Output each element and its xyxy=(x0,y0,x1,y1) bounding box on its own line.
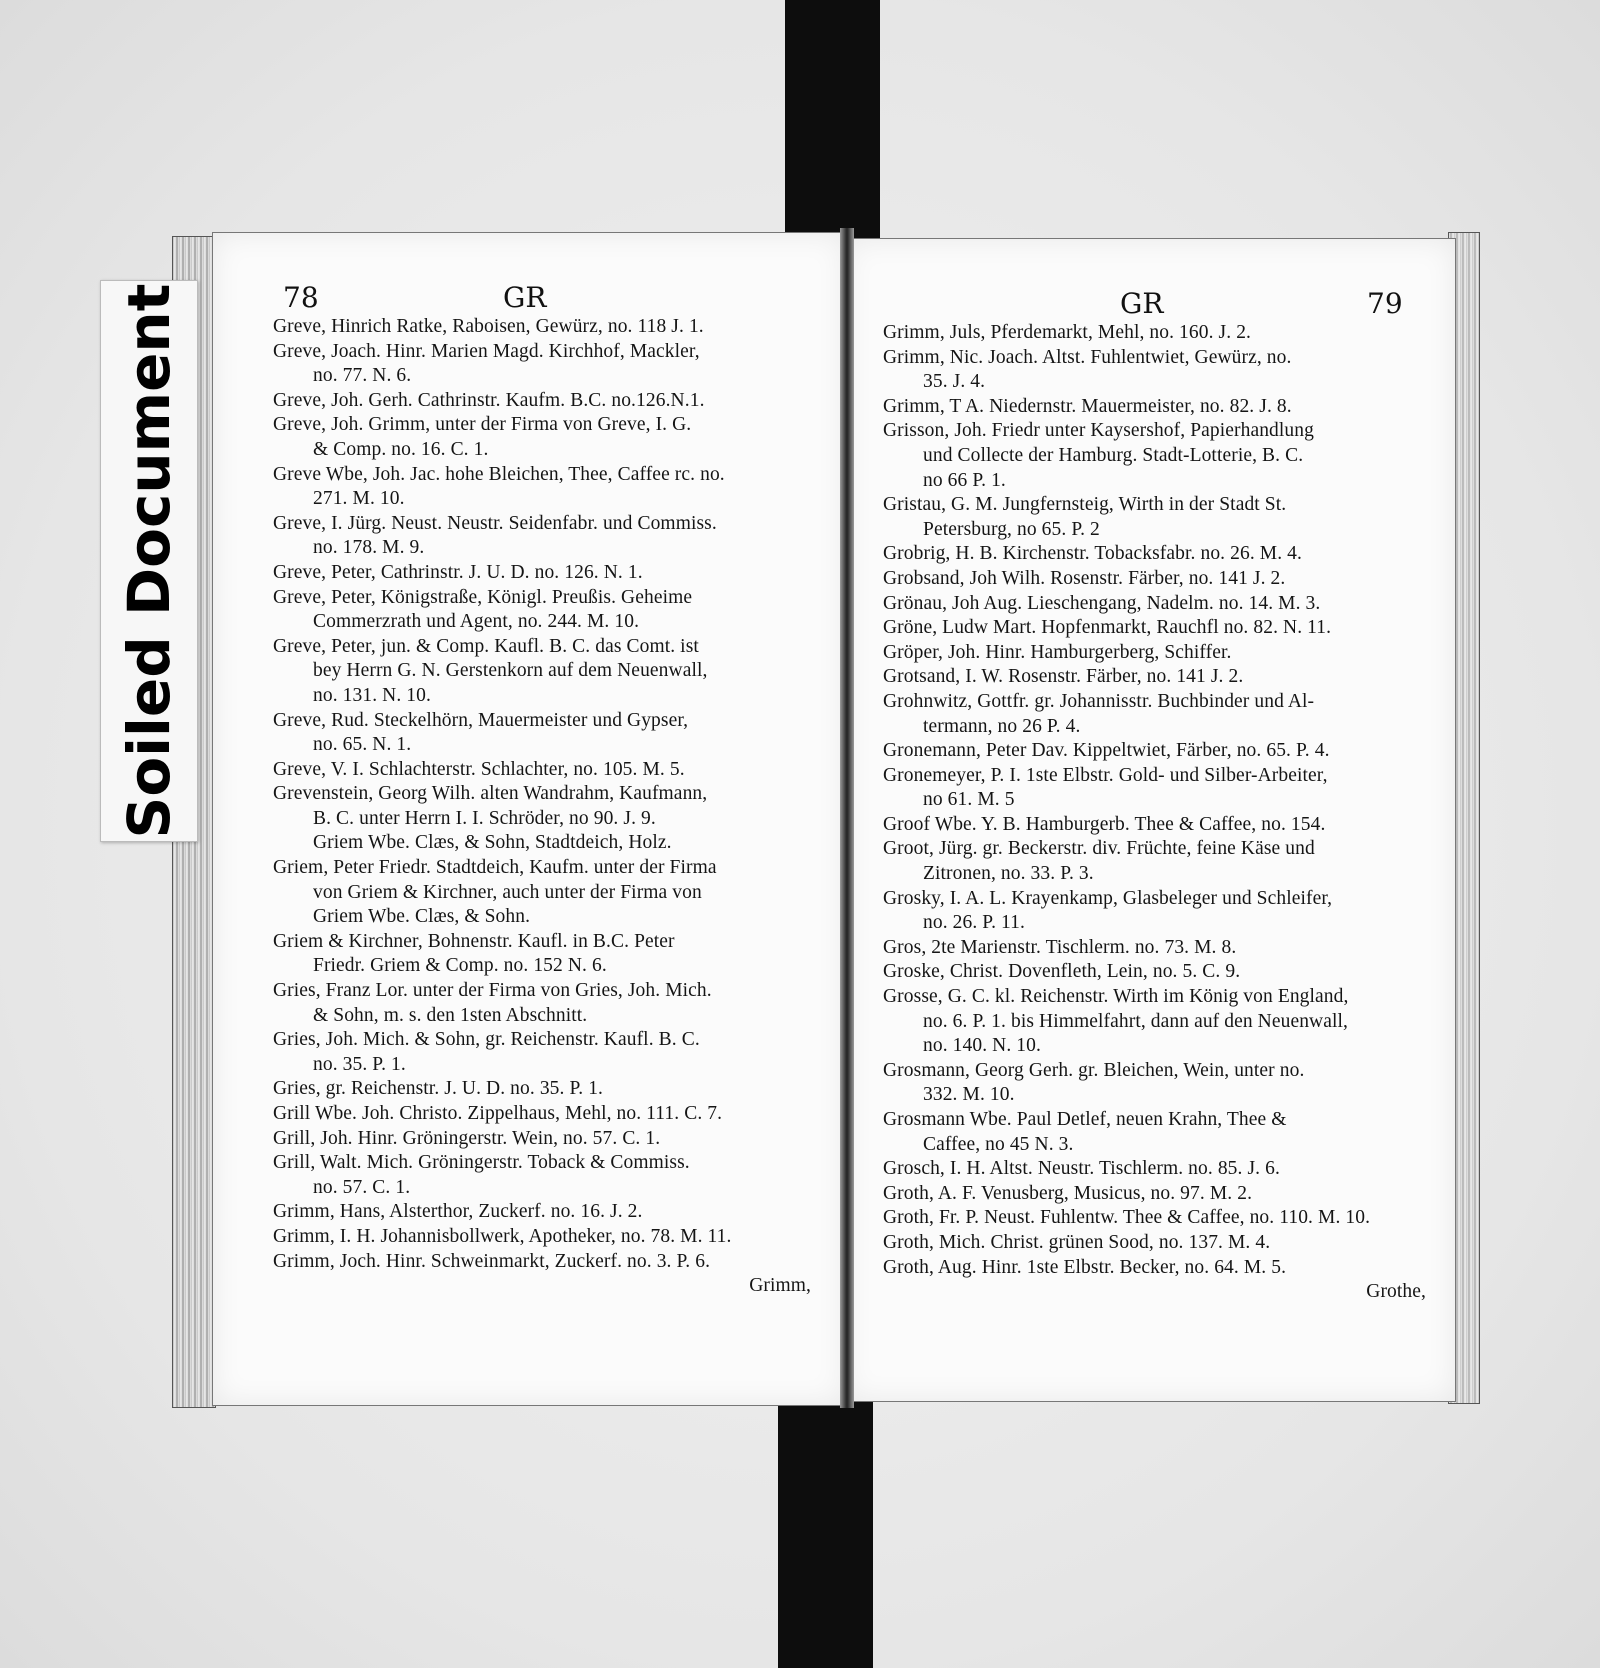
entry-line: Greve, V. I. Schlachterstr. Schlachter, no. 105. M. 5. xyxy=(273,758,685,780)
entry-line: Groth, Fr. P. Neust. Fuhlentw. Thee & Caffee, no. 110. M. 10. xyxy=(883,1207,1371,1229)
entry-line: und Collecte der Hamburg. Stadt-Lotterie, B. C. xyxy=(923,444,1304,466)
entry-line: Greve, Joh. Grimm, unter der Firma von Greve, I. G. xyxy=(273,414,692,436)
entry-line: Grosmann Wbe. Paul Detlef, neuen Krahn, Thee & xyxy=(883,1109,1287,1130)
entry-line: Gronemann, Peter Dav. Kippeltwiet, Färber, no. 65. P. 4. xyxy=(883,740,1330,762)
entry-line: Groof Wbe. Y. B. Hamburgerb. Thee & Caffee, no. 154. xyxy=(883,813,1326,835)
entry-line: Gries, Joh. Mich. & Sohn, gr. Reichenstr. Kaufl. B. C. xyxy=(273,1029,700,1051)
entry-line: Greve, Hinrich Ratke, Raboisen, Gewürz, no. 118 J. 1. xyxy=(273,316,704,337)
entry-line: no. 6. P. 1. bis Himmelfahrt, dann auf den Neuenwall, xyxy=(923,1010,1349,1032)
entry-line: Groske, Christ. Dovenfleth, Lein, no. 5. C. 9. xyxy=(883,961,1241,983)
entry-line: Groth, Mich. Christ. grünen Sood, no. 137. M. 4. xyxy=(883,1231,1271,1253)
entry-line: Gros, 2te Marienstr. Tischlerm. no. 73. M. 8. xyxy=(883,936,1237,958)
entry-line: Greve, Joh. Gerh. Cathrinstr. Kaufm. B.C. no.126.N.1. xyxy=(273,389,705,411)
entry-line: Grisson, Joh. Friedr unter Kaysershof, Papierhandlung xyxy=(883,420,1314,442)
entry-line: Gristau, G. M. Jungfernsteig, Wirth in der Stadt St. xyxy=(883,494,1287,516)
page-number-left: 78 xyxy=(283,281,319,314)
entry-line: Grohnwitz, Gottfr. gr. Johannisstr. Buchbinder und Al- xyxy=(883,690,1315,712)
open-book xyxy=(172,228,1480,1408)
entry-line: Grobrig, H. B. Kirchenstr. Tobacksfabr. no. 26. M. 4. xyxy=(883,543,1302,565)
entry-line: no. 65. N. 1. xyxy=(313,734,412,756)
entry-line: no 66 P. 1. xyxy=(923,469,1006,491)
entry-line: Grobsand, Joh Wilh. Rosenstr. Färber, no. 141 J. 2. xyxy=(883,567,1286,589)
entry-line: no. 57. C. 1. xyxy=(313,1176,411,1198)
entry-line: 35. J. 4. xyxy=(923,371,986,393)
entry-line: Groot, Jürg. gr. Beckerstr. div. Früchte, feine Käse und xyxy=(883,838,1315,860)
entry-line: Grosmann, Georg Gerh. gr. Bleichen, Wein, unter no. xyxy=(883,1059,1305,1081)
running-head-right: GR xyxy=(1120,287,1164,320)
catchword: Grothe, xyxy=(1366,1281,1426,1303)
entry-line: no 61. M. 5 xyxy=(923,789,1015,811)
entry-line: Griem & Kirchner, Bohnenstr. Kaufl. in B.C. Peter xyxy=(273,930,675,952)
entry-line: Commerzrath und Agent, no. 244. M. 10. xyxy=(313,611,640,633)
entry-line: Groth, A. F. Venusberg, Musicus, no. 97. M. 2. xyxy=(883,1182,1253,1204)
entry-line: Grimm, Hans, Alsterthor, Zuckerf. no. 16. J. 2. xyxy=(273,1201,643,1223)
entry-line: von Griem & Kirchner, auch unter der Firma von xyxy=(313,881,702,903)
label-text: Soiled Document xyxy=(115,283,183,839)
entry-line: Grosky, I. A. L. Krayenkamp, Glasbeleger und Schleifer, xyxy=(883,887,1333,909)
entry-line: Griem Wbe. Clæs, & Sohn. xyxy=(313,906,531,928)
entry-line: Petersburg, no 65. P. 2 xyxy=(923,518,1100,540)
left-page xyxy=(212,232,846,1406)
entry-line: Grimm, Nic. Joach. Altst. Fuhlentwiet, Gewürz, no. xyxy=(883,346,1292,368)
entry-line: Greve, Peter, Cathrinstr. J. U. D. no. 126. N. 1. xyxy=(273,561,643,583)
entry-line: bey Herrn G. N. Gerstenkorn auf dem Neuenwall, xyxy=(313,660,708,682)
entry-line: Grosse, G. C. kl. Reichenstr. Wirth im König von England, xyxy=(883,986,1349,1008)
entry-line: Grotsand, I. W. Rosenstr. Färber, no. 141 J. 2. xyxy=(883,666,1244,688)
entry-line: Friedr. Griem & Comp. no. 152 N. 6. xyxy=(313,955,607,977)
entry-line: Griem, Peter Friedr. Stadtdeich, Kaufm. unter der Firma xyxy=(273,857,717,879)
entry-line: Caffee, no 45 N. 3. xyxy=(923,1133,1074,1155)
catchword: Grimm, xyxy=(749,1275,811,1297)
entry-line: & Sohn, m. s. den 1sten Abschnitt. xyxy=(313,1004,588,1026)
entry-line: B. C. unter Herrn I. I. Schröder, no 90. J. 9. xyxy=(313,807,656,829)
entry-line: Grimm, T A. Niedernstr. Mauermeister, no. 82. J. 8. xyxy=(883,395,1292,417)
entry-line: Grill Wbe. Joh. Christo. Zippelhaus, Mehl, no. 111. C. 7. xyxy=(273,1103,723,1124)
entry-line: no. 131. N. 10. xyxy=(313,684,431,706)
entry-line: Griem Wbe. Clæs, & Sohn, Stadtdeich, Holz. xyxy=(313,832,672,854)
entry-line: Grill, Walt. Mich. Gröningerstr. Toback & Commiss. xyxy=(273,1152,690,1174)
entry-line: no. 35. P. 1. xyxy=(313,1053,406,1075)
entry-line: Greve, Joach. Hinr. Marien Magd. Kirchhof, Mackler, xyxy=(273,340,700,362)
entry-line: Greve, Peter, jun. & Comp. Kaufl. B. C. das Comt. ist xyxy=(273,635,699,657)
entry-line: no. 26. P. 11. xyxy=(923,912,1025,934)
right-page xyxy=(844,238,1456,1402)
entry-line: Zitronen, no. 33. P. 3. xyxy=(923,863,1094,885)
entry-line: Grimm, Joch. Hinr. Schweinmarkt, Zuckerf. no. 3. P. 6. xyxy=(273,1250,711,1272)
entry-line: Greve, I. Jürg. Neust. Neustr. Seidenfabr. und Commiss. xyxy=(273,512,717,534)
entry-line: no. 140. N. 10. xyxy=(923,1035,1041,1057)
running-head-left: GR xyxy=(503,281,547,314)
directory-entries-left xyxy=(273,315,813,1299)
entry-line: Greve Wbe, Joh. Jac. hohe Bleichen, Thee, Caffee rc. no. xyxy=(273,463,725,485)
entry-line: no. 77. N. 6. xyxy=(313,365,412,387)
soiled-document-label xyxy=(100,280,198,842)
book-gutter xyxy=(840,228,854,1408)
entry-line: Grill, Joh. Hinr. Gröningerstr. Wein, no. 57. C. 1. xyxy=(273,1127,661,1149)
page-number-right: 79 xyxy=(1367,287,1403,320)
entry-line: 271. M. 10. xyxy=(313,488,405,510)
entry-line: Gries, Franz Lor. unter der Firma von Gries, Joh. Mich. xyxy=(273,980,712,1002)
entry-line: Grosch, I. H. Altst. Neustr. Tischlerm. no. 85. J. 6. xyxy=(883,1158,1280,1180)
entry-line: termann, no 26 P. 4. xyxy=(923,715,1081,737)
directory-entries-right xyxy=(883,321,1428,1305)
entry-line: Grönau, Joh Aug. Lieschengang, Nadelm. no. 14. M. 3. xyxy=(883,592,1321,614)
entry-line: Gröne, Ludw Mart. Hopfenmarkt, Rauchfl no. 82. N. 11. xyxy=(883,617,1332,639)
entry-line: Groth, Aug. Hinr. 1ste Elbstr. Becker, no. 64. M. 5. xyxy=(883,1256,1287,1278)
entry-line: Greve, Peter, Königstraße, Königl. Preußis. Geheime xyxy=(273,586,693,608)
entry-line: Gröper, Joh. Hinr. Hamburgerberg, Schiffer. xyxy=(883,641,1232,663)
entry-line: 332. M. 10. xyxy=(923,1084,1015,1106)
entry-line: & Comp. no. 16. C. 1. xyxy=(313,438,489,460)
entry-line: Greve, Rud. Steckelhörn, Mauermeister und Gypser, xyxy=(273,709,689,731)
entry-line: Grevenstein, Georg Wilh. alten Wandrahm, Kaufmann, xyxy=(273,783,708,805)
entry-line: Gronemeyer, P. I. 1ste Elbstr. Gold- und Silber-Arbeiter, xyxy=(883,764,1328,786)
spine-strap-top xyxy=(785,0,880,250)
entry-line: no. 178. M. 9. xyxy=(313,537,425,559)
entry-line: Gries, gr. Reichenstr. J. U. D. no. 35. P. 1. xyxy=(273,1078,604,1100)
entry-line: Grimm, I. H. Johannisbollwerk, Apotheker, no. 78. M. 11. xyxy=(273,1225,732,1247)
spine-strap-bottom xyxy=(778,1396,873,1668)
entry-line: Grimm, Juls, Pferdemarkt, Mehl, no. 160. J. 2. xyxy=(883,322,1252,343)
